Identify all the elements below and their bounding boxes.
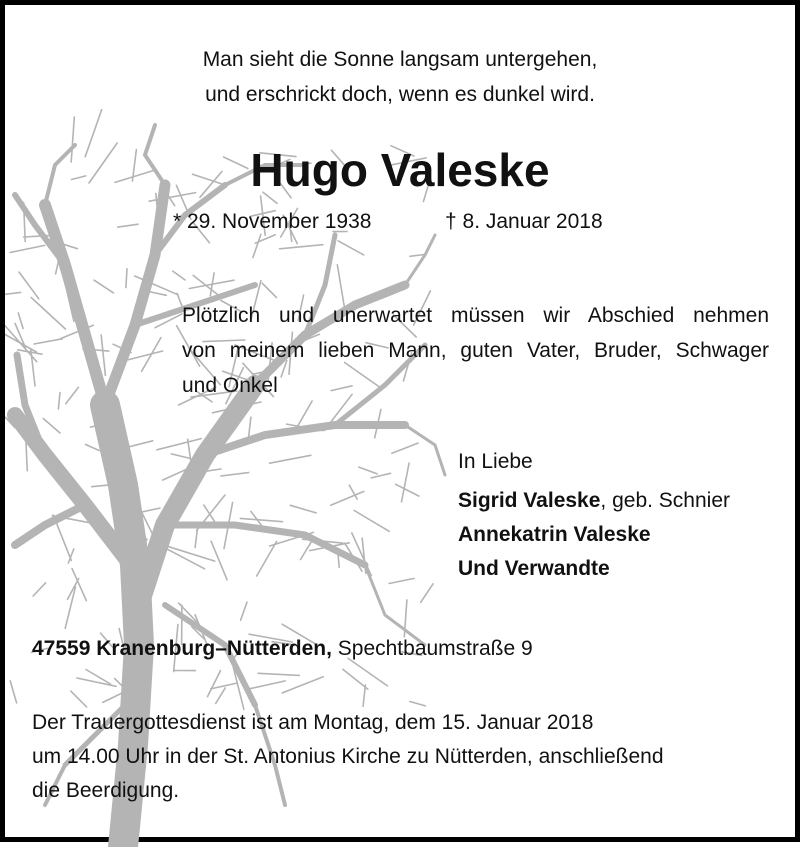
mourners-intro: In Liebe [458,450,533,473]
message-line-1: Plötzlich und unerwartet müssen wir Abschied nehmen [182,304,769,327]
service-line-2: um 14.00 Uhr in der St. Antonius Kirche zu Nütterden, anschließend [32,745,664,768]
address [32,637,533,661]
birth-date: * 29. November 1938 [173,210,372,233]
message-line-3: und Onkel [182,374,278,397]
mourner-1-maiden-name: , geb. Schnier [600,489,731,512]
message-line-2: von meinem lieben Mann, guten Vater, Bruder, Schwager [182,339,769,362]
mourner-3: Und Verwandte [458,557,610,580]
service-line-1: Der Trauergottesdienst ist am Montag, dem 15. Januar 2018 [32,711,594,734]
address-place: 47559 Kranenburg–Nütterden, [32,637,332,660]
verse-line-1: Man sieht die Sonne langsam untergehen, [202,48,598,71]
mourner-2: Annekatrin Valeske [458,523,651,546]
address-street: Spechtbaumstraße 9 [337,637,533,660]
death-date: † 8. Januar 2018 [445,210,603,233]
mourner-1-name: Sigrid Valeske [458,489,601,512]
service-line-3: die Beerdigung. [32,779,180,802]
mourner-1 [458,489,730,513]
verse-line-2: und erschrickt doch, wenn es dunkel wird. [205,83,595,106]
deceased-name: Hugo Valeske [250,144,550,196]
